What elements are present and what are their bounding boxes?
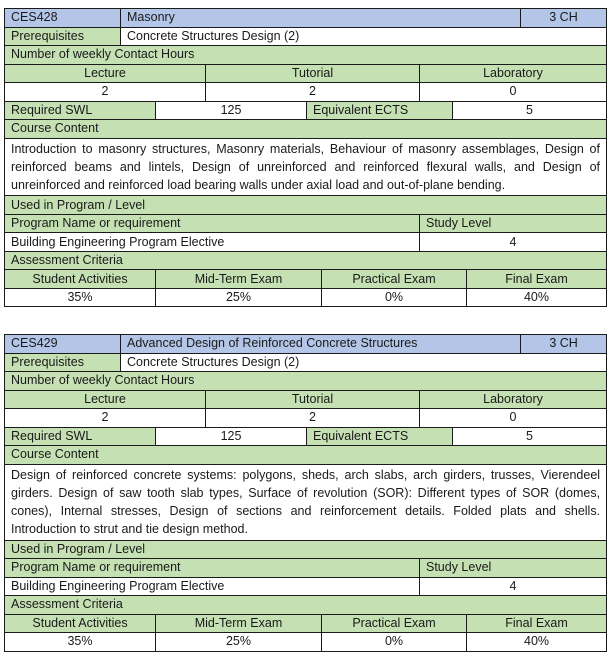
student-activities-value: 35% bbox=[5, 633, 156, 652]
used-in-program-label: Used in Program / Level bbox=[5, 540, 607, 559]
tutorial-label: Tutorial bbox=[206, 390, 420, 409]
course-spec-table bbox=[4, 334, 607, 652]
assessment-criteria-label: Assessment Criteria bbox=[5, 251, 607, 270]
practical-header: Practical Exam bbox=[322, 270, 467, 289]
study-level-header: Study Level bbox=[420, 559, 607, 578]
assessment-criteria-label: Assessment Criteria bbox=[5, 596, 607, 615]
program-name-value: Building Engineering Program Elective bbox=[5, 233, 420, 252]
lecture-hours: 2 bbox=[5, 83, 206, 102]
practical-value: 0% bbox=[322, 288, 467, 307]
tutorial-label: Tutorial bbox=[206, 64, 420, 83]
swl-label: Required SWL bbox=[5, 427, 156, 446]
study-level-value: 4 bbox=[420, 577, 607, 596]
credit-hours: 3 CH bbox=[521, 9, 607, 28]
midterm-value: 25% bbox=[156, 633, 322, 652]
study-level-header: Study Level bbox=[420, 214, 607, 233]
laboratory-hours: 0 bbox=[420, 409, 607, 428]
prerequisites-value: Concrete Structures Design (2) bbox=[121, 27, 607, 46]
course-title: Masonry bbox=[121, 9, 521, 28]
course-code: CES429 bbox=[5, 335, 121, 354]
program-name-value: Building Engineering Program Elective bbox=[5, 577, 420, 596]
course-content-label: Course Content bbox=[5, 120, 607, 139]
program-name-header: Program Name or requirement bbox=[5, 559, 420, 578]
used-in-program-label: Used in Program / Level bbox=[5, 196, 607, 215]
contact-hours-label: Number of weekly Contact Hours bbox=[5, 372, 607, 391]
final-header: Final Exam bbox=[467, 614, 607, 633]
ects-value: 5 bbox=[453, 101, 607, 120]
tutorial-hours: 2 bbox=[206, 83, 420, 102]
swl-label: Required SWL bbox=[5, 101, 156, 120]
student-activities-header: Student Activities bbox=[5, 614, 156, 633]
laboratory-hours: 0 bbox=[420, 83, 607, 102]
course-table-ces428 bbox=[4, 8, 606, 307]
midterm-value: 25% bbox=[156, 288, 322, 307]
prerequisites-label: Prerequisites bbox=[5, 27, 121, 46]
program-name-header: Program Name or requirement bbox=[5, 214, 420, 233]
study-level-value: 4 bbox=[420, 233, 607, 252]
lecture-label: Lecture bbox=[5, 64, 206, 83]
course-table-ces429 bbox=[4, 334, 606, 652]
midterm-header: Mid-Term Exam bbox=[156, 270, 322, 289]
final-header: Final Exam bbox=[467, 270, 607, 289]
final-value: 40% bbox=[467, 633, 607, 652]
course-spec-table bbox=[4, 8, 607, 307]
swl-value: 125 bbox=[156, 427, 307, 446]
credit-hours: 3 CH bbox=[521, 335, 607, 354]
course-content-text: Introduction to masonry structures, Masonry materials, Behaviour of masonry assemblages, Design of reinforced beams and lintels, Design of unreinforced and reinforced flexural walls, and Design of unreinforced and reinforced load bearing walls under axial load and out-of-plane bending. bbox=[5, 138, 607, 196]
student-activities-value: 35% bbox=[5, 288, 156, 307]
midterm-header: Mid-Term Exam bbox=[156, 614, 322, 633]
practical-header: Practical Exam bbox=[322, 614, 467, 633]
course-title: Advanced Design of Reinforced Concrete Structures bbox=[121, 335, 521, 354]
lecture-label: Lecture bbox=[5, 390, 206, 409]
student-activities-header: Student Activities bbox=[5, 270, 156, 289]
tutorial-hours: 2 bbox=[206, 409, 420, 428]
prerequisites-label: Prerequisites bbox=[5, 353, 121, 372]
final-value: 40% bbox=[467, 288, 607, 307]
laboratory-label: Laboratory bbox=[420, 64, 607, 83]
swl-value: 125 bbox=[156, 101, 307, 120]
laboratory-label: Laboratory bbox=[420, 390, 607, 409]
course-code: CES428 bbox=[5, 9, 121, 28]
prerequisites-value: Concrete Structures Design (2) bbox=[121, 353, 607, 372]
course-content-text: Design of reinforced concrete systems: polygons, sheds, arch slabs, arch girders, trusses, Vierendeel girders. Design of saw tooth slab types, Surface of revolution (SOR): Different types of SOR (domes, cones), Internal stresses, Design of sections and reinforcement details. Folded plats and shells. Introduction to strut and tie design method. bbox=[5, 464, 607, 540]
contact-hours-label: Number of weekly Contact Hours bbox=[5, 46, 607, 65]
practical-value: 0% bbox=[322, 633, 467, 652]
ects-value: 5 bbox=[453, 427, 607, 446]
course-content-label: Course Content bbox=[5, 446, 607, 465]
lecture-hours: 2 bbox=[5, 409, 206, 428]
ects-label: Equivalent ECTS bbox=[307, 101, 453, 120]
ects-label: Equivalent ECTS bbox=[307, 427, 453, 446]
